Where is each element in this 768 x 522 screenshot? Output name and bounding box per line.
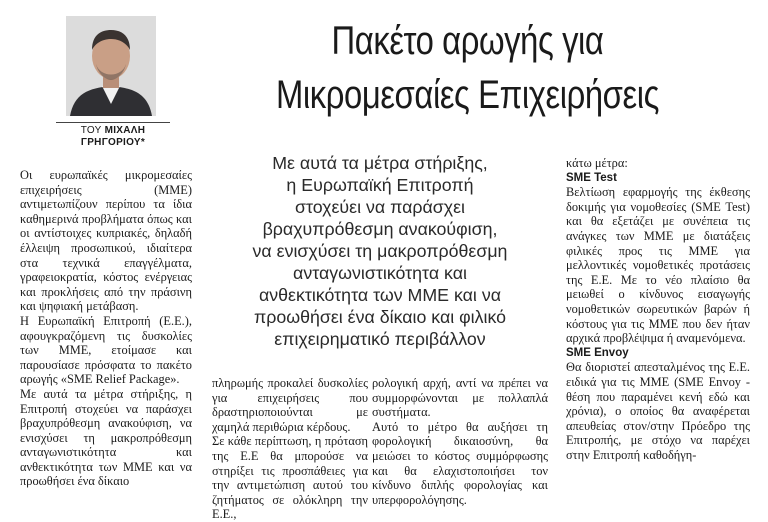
pull-quote-line: επιχειρηματικό περιβάλλον xyxy=(274,329,486,349)
author-portrait-icon xyxy=(66,16,156,116)
paragraph: Με αυτά τα μέτρα στήριξης, η Επιτροπή στοχεύει να παράσχει βραχυπρόθεσμη ανακούφιση, να ενισχύσει τη μακροπρόθεσμη ανταγωνιστικότητα και ανθεκτικότητα των ΜΜΕ και να προωθήσει ένα δίκαιο xyxy=(20,386,192,489)
article-headline xyxy=(252,14,683,122)
paragraph: Οι ευρωπαϊκές μικρομεσαίες επιχειρήσεις (ΜΜΕ) αντιμετωπίζουν περίπου τα ίδια καθημερινά προβλήματα όπως και οι αντίστοιχες κυπριακές, δηλαδή έλλειψη προσωπικού, ιδιαίτερα στα τεχνικά επαγγέλματα, γραφειοκρατία, κόστος ενέργειας και προκλήσεις από την πράσινη και ψηφιακή μετάβαση. xyxy=(20,168,192,314)
pull-quote-line: να ενισχύσει τη μακροπρόθεσμη xyxy=(252,241,508,261)
subheading: SME Test xyxy=(566,171,617,184)
author-byline xyxy=(56,122,170,149)
pull-quote-line: βραχυπρόθεσμη ανακούφιση, xyxy=(262,219,498,239)
paragraph: κάτω μέτρα: xyxy=(566,156,628,170)
subheading: SME Envoy xyxy=(566,346,629,359)
paragraph: Θα διοριστεί απεσταλμένος της Ε.Ε. ειδικά για τις ΜΜΕ (SME Envoy - θέση που παραμένει κενή εδώ και χρόνια), ο οποίος θα αναφέρεται απευθείας στον/στην Πρόεδρο της Επιτροπής, με στόχο να παρέχει στην Επιτροπή καθοδήγη- xyxy=(566,360,750,462)
pull-quote xyxy=(214,152,546,350)
byline-prefix: ΤΟΥ xyxy=(80,125,102,136)
pull-quote-line: ανθεκτικότητα των ΜΜΕ και να xyxy=(259,285,501,305)
pull-quote-line: προωθήσει ένα δίκαιο και φιλικό xyxy=(253,307,507,327)
headline-line-2: Μικρομεσαίες Επιχειρήσεις xyxy=(275,73,659,117)
pull-quote-line: Με αυτά τα μέτρα στήριξης, xyxy=(272,153,488,173)
headline-line-1: Πακέτο αρωγής για xyxy=(331,19,604,63)
paragraph: Αυτό το μέτρο θα αυξήσει τη φορολογική δικαιοσύνη, θα μειώσει το κόστος συμμόρφωσης και θα ελαχιστοποιήσει τον κίνδυνο διπλής φορολογίας και υπερφορολόγησης. xyxy=(372,419,548,507)
paragraph: πληρωμής προκαλεί δυσκολίες για επιχειρήσεις που δραστηριοποιούνται με χαμηλά περιθώρια κέρδους. xyxy=(212,376,368,434)
author-photo xyxy=(66,16,156,116)
pull-quote-line: στοχεύει να παράσχει xyxy=(295,197,465,217)
article-column-1 xyxy=(20,168,192,489)
paragraph: Βελτίωση εφαρμογής της έκθεσης δοκιμής για νομοθεσίες (SME Test) και θα εξετάζει με συνέπεια τις ανάγκες των ΜΜΕ με διατάξεις φιλικές προς τις ΜΜΕ για μελλοντικές νομοθετικές προτάσεις της Ε.Ε. Με το νέο πλαίσιο θα μειωθεί ο κίνδυνος εισαγωγής νομοθετικών σωρευτικών βαρών ή κόστους για τις ΜΜΕ που δεν ήταν αρχικά προβλέψιμα ή αναμενόμενα. xyxy=(566,185,750,346)
pull-quote-line: η Ευρωπαϊκή Επιτροπή xyxy=(286,175,474,195)
author-surname: ΓΡΗΓΟΡΙΟΥ* xyxy=(80,137,146,148)
article-column-2 xyxy=(212,376,368,522)
paragraph: Η Ευρωπαϊκή Επιτροπή (Ε.Ε.), αφουγκραζόμενη τις δυσκολίες των ΜΜΕ, ετοίμασε και παρουσίασε πρόσφατα το πακέτο αρωγής «SME Relief Package». xyxy=(20,313,192,387)
article-column-3 xyxy=(372,376,548,507)
pull-quote-line: ανταγωνιστικότητα και xyxy=(293,263,467,283)
paragraph: Σε κάθε περίπτωση, η πρόταση της Ε.Ε θα μπορούσε να στηρίξει τις προσπάθειες για την αντιμετώπιση αυτού του ζητήματος σε ολόκληρη την Ε.Ε., xyxy=(212,434,368,522)
paragraph: ρολογική αρχή, αντί να πρέπει να συμμορφώνονται με πολλαπλά συστήματα. xyxy=(372,376,548,420)
article-column-4 xyxy=(566,156,750,462)
author-name: ΜΙΧΑΛΗ xyxy=(104,125,146,136)
